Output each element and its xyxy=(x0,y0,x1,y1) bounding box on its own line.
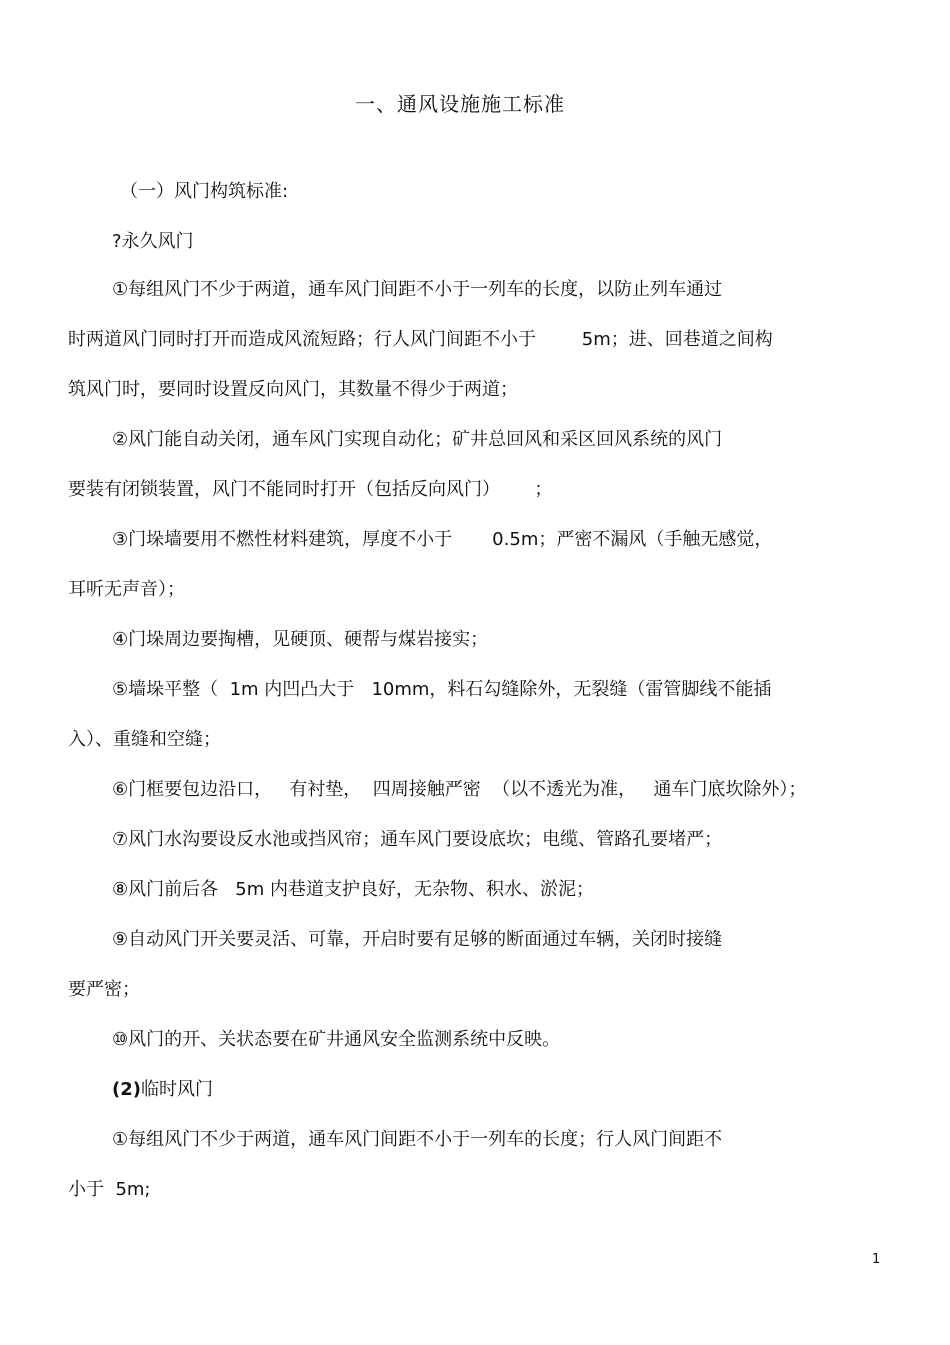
paragraph-line: 要装有闭锁装置，风门不能同时打开（包括反向风门） ； xyxy=(68,479,553,500)
page-title: 一、通风设施施工标准 xyxy=(355,92,565,116)
paragraph-line: 入）、重缝和空缝； xyxy=(68,729,221,750)
paragraph-line: ②风门能自动关闭，通车风门实现自动化；矿井总回风和采区回风系统的风门 xyxy=(112,429,723,450)
paragraph-line: ⑨自动风门开关要灵活、可靠，开启时要有足够的断面通过车辆，关闭时接缝 xyxy=(112,929,723,950)
paragraph-line: ⑩风门的开、关状态要在矿井通风安全监测系统中反映。 xyxy=(112,1029,561,1050)
page-number: 1 xyxy=(872,1252,881,1267)
paragraph-line: ⑧风门前后各 5m 内巷道支护良好，无杂物、积水、淤泥； xyxy=(112,879,595,900)
subsection-heading: ?永久风门 xyxy=(112,231,194,252)
paragraph-line: ①每组风门不少于两道，通车风门间距不小于一列车的长度；行人风门间距不 xyxy=(112,1129,723,1150)
paragraph-line: 小于 5m; xyxy=(68,1179,151,1200)
section-heading: （一）风门构筑标准: xyxy=(120,181,289,202)
paragraph-line: 筑风门时，要同时设置反向风门，其数量不得少于两道； xyxy=(68,379,518,400)
paragraph-line: ③门垛墙要用不燃性材料建筑，厚度不小于 0.5m；严密不漏风（手触无感觉， xyxy=(112,529,773,550)
paragraph-line: ①每组风门不少于两道，通车风门间距不小于一列车的长度，以防止列车通过 xyxy=(112,279,723,300)
paragraph-line: 耳听无声音）； xyxy=(68,579,185,600)
subsection-number: (2) xyxy=(112,1079,141,1100)
paragraph-line: ⑤墙垛平整（ 1m 内凹凸大于 10mm，料石勾缝除外，无裂缝（雷管脚线不能插 xyxy=(112,679,772,700)
paragraph-line: ⑦风门水沟要设反水池或挡风帘；通车风门要设底坎；电缆、管路孔要堵严； xyxy=(112,829,723,850)
paragraph-line: 要严密； xyxy=(68,979,140,1000)
subsection-heading xyxy=(112,1078,213,1102)
paragraph-line: 时两道风门同时打开而造成风流短路；行人风门间距不小于 5m；进、回巷道之间构 xyxy=(68,329,773,350)
subsection-title: 临时风门 xyxy=(140,1079,213,1100)
paragraph-line: ⑥门框要包边沿口， 有衬垫， 四周接触严密 （以不透光为准， 通车门底坎除外）； xyxy=(112,779,807,800)
paragraph-line: ④门垛周边要掏槽，见硬顶、硬帮与煤岩接实； xyxy=(112,629,489,650)
